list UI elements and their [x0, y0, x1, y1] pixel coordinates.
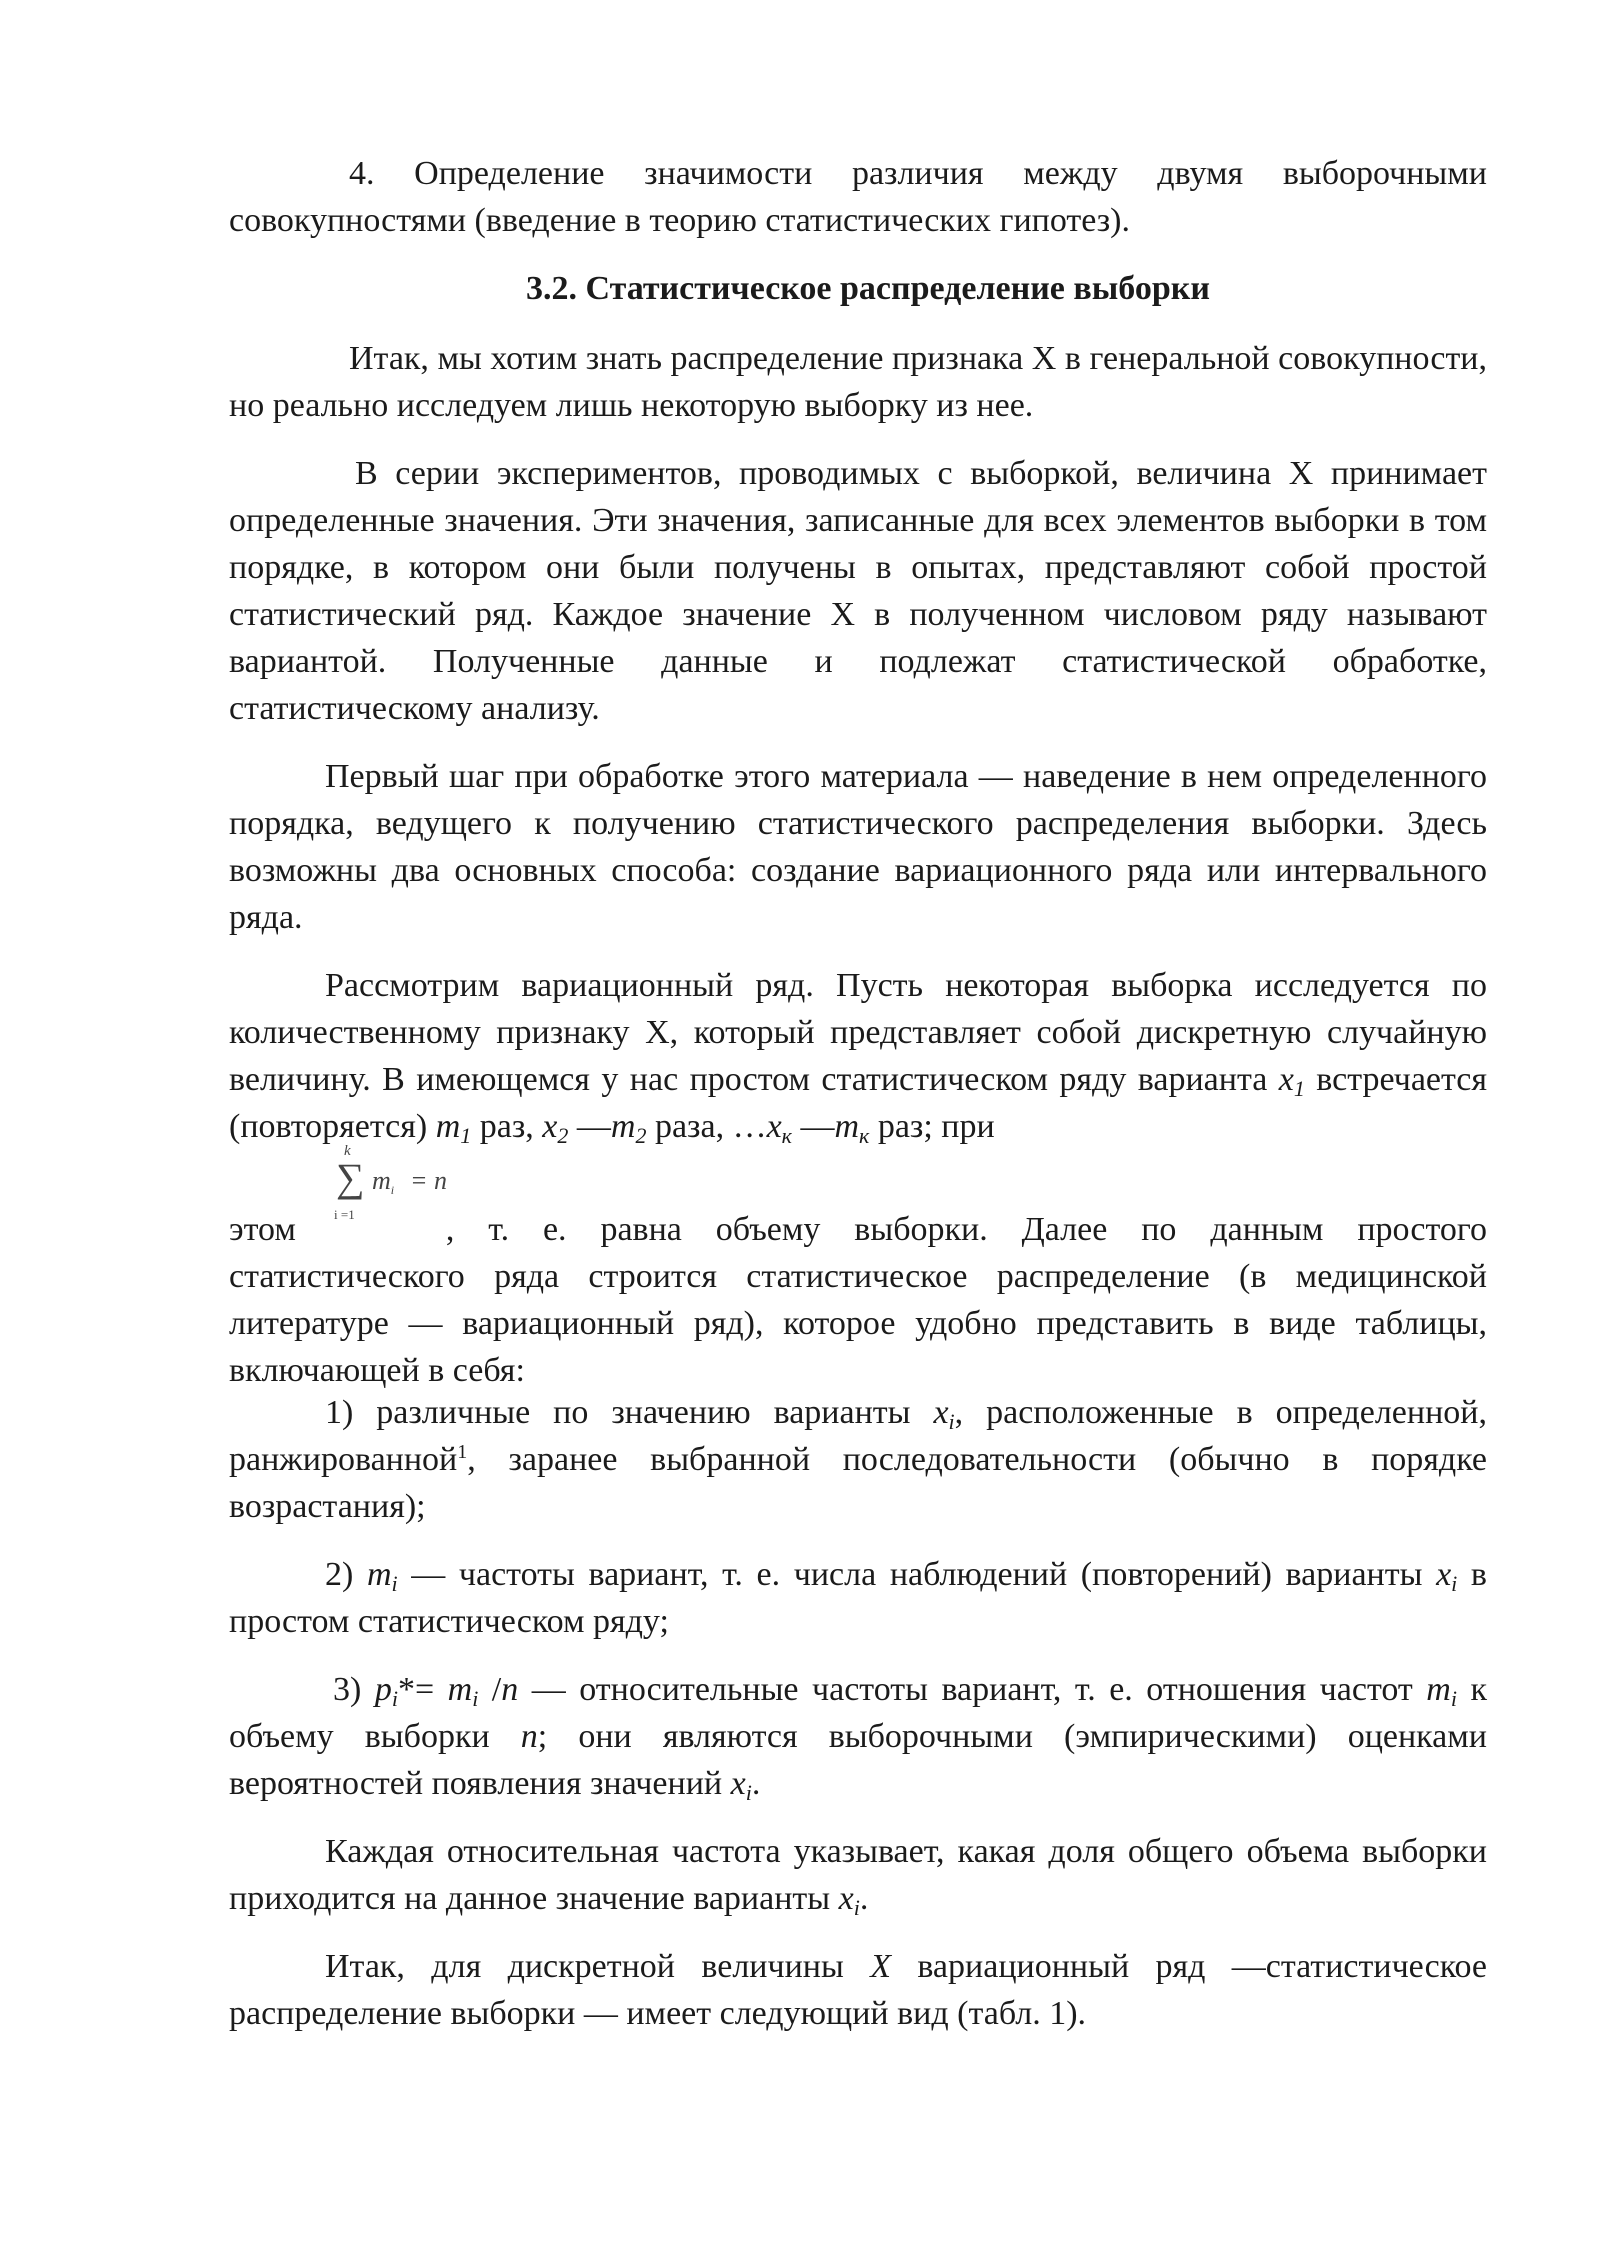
list-item-3: 3) $p_i*= m_i$ /n — относительные частоты вариант, т. е. отношения частот $m_i$ к объему выборки n; они являются выборочными (эмпирическими) оценками вероятностей появления значений $x_i$.: [229, 1671, 1487, 1805]
paragraph-intro: Итак, мы хотим знать распределение признака X в генеральной совокупности, но реально исследуем лишь некоторую выборку из нее.: [229, 340, 1487, 424]
paragraph-relative-frequency: Каждая относительная частота указывает, какая доля общего объема выборки приходится на данное значение варианты $x_i$.: [229, 1833, 1487, 1920]
sum-formula: k ∑ i =1 $m_i$ = n: [334, 1143, 448, 1222]
list-item-1: 1) различные по значению варианты $x_i$, расположенные в определенной, ранжированной$^1$, заранее выбранной последовательности (обычно в порядке возрастания);: [229, 1394, 1487, 1525]
section-heading: 3.2. Статистическое распределение выборки: [526, 270, 1210, 307]
footnote-ref[interactable]: 1: [457, 1441, 468, 1463]
paragraph-list-item-4: [229, 150, 1487, 244]
paragraph-text: 4. Определение значимости различия между двумя выборочными совокупностями (введение в теорию статистических гипотез).: [229, 155, 1487, 239]
paragraph-variation-series: Рассмотрим вариационный ряд. Пусть некоторая выборка исследуется по количественному признаку X, который представляет собой дискретную случайную величину. В имеющемся у нас простом статистическом ряду варианта $x_1$ встречается (повторяется) $m_1$ раз, $x_2$ $—m_2$ раза, $\dots x_к$ $—m_к$ раз; при k ∑ i =1 $m_i$ = n этом , т. е. равна объему выборки. Далее по данным простого статистического ряда строится статистическое распределение (в медицинской литературе — вариационный ряд), которое удобно представить в виде таблицы, включающей в себя:: [229, 962, 1487, 1246]
paragraph-first-step: Первый шаг при обработке этого материала — наведение в нем определенного порядка, ведущего к получению статистического распределения выборки. Здесь возможны два основных способа: создание вариационного ряда или интервального ряда.: [229, 758, 1487, 936]
list-item-2: 2) $m_i$ — частоты вариант, т. е. числа наблюдений (повторений) варианты $x_i$ в простом статистическом ряду;: [229, 1556, 1487, 1640]
document-page: [229, 150, 1487, 2058]
formula-line-text: этом , т. е. равна объему выборки. Далее по данным простого статистического ряда строится статистическое распределение (в медицинской литературе — вариационный ряд), которое удобно представить в виде таблицы, включающей в себя:: [229, 1211, 1487, 1389]
sigma-symbol: ∑: [336, 1155, 365, 1200]
paragraph-conclusion: Итак, для дискретной величины X вариационный ряд —статистическое распределение выборки — имеет следующий вид (табл. 1).: [229, 1948, 1487, 2032]
paragraph-simple-series: В серии экспериментов, проводимых с выборкой, величина X принимает определенные значения. Эти значения, записанные для всех элементов выборки в том порядке, в котором они были получены в опытах, представляют собой простой статистический ряд. Каждое значение X в полученном числовом ряду называют вариантой. Полученные данные и подлежат статистической обработке, статистическому анализу.: [229, 455, 1487, 727]
